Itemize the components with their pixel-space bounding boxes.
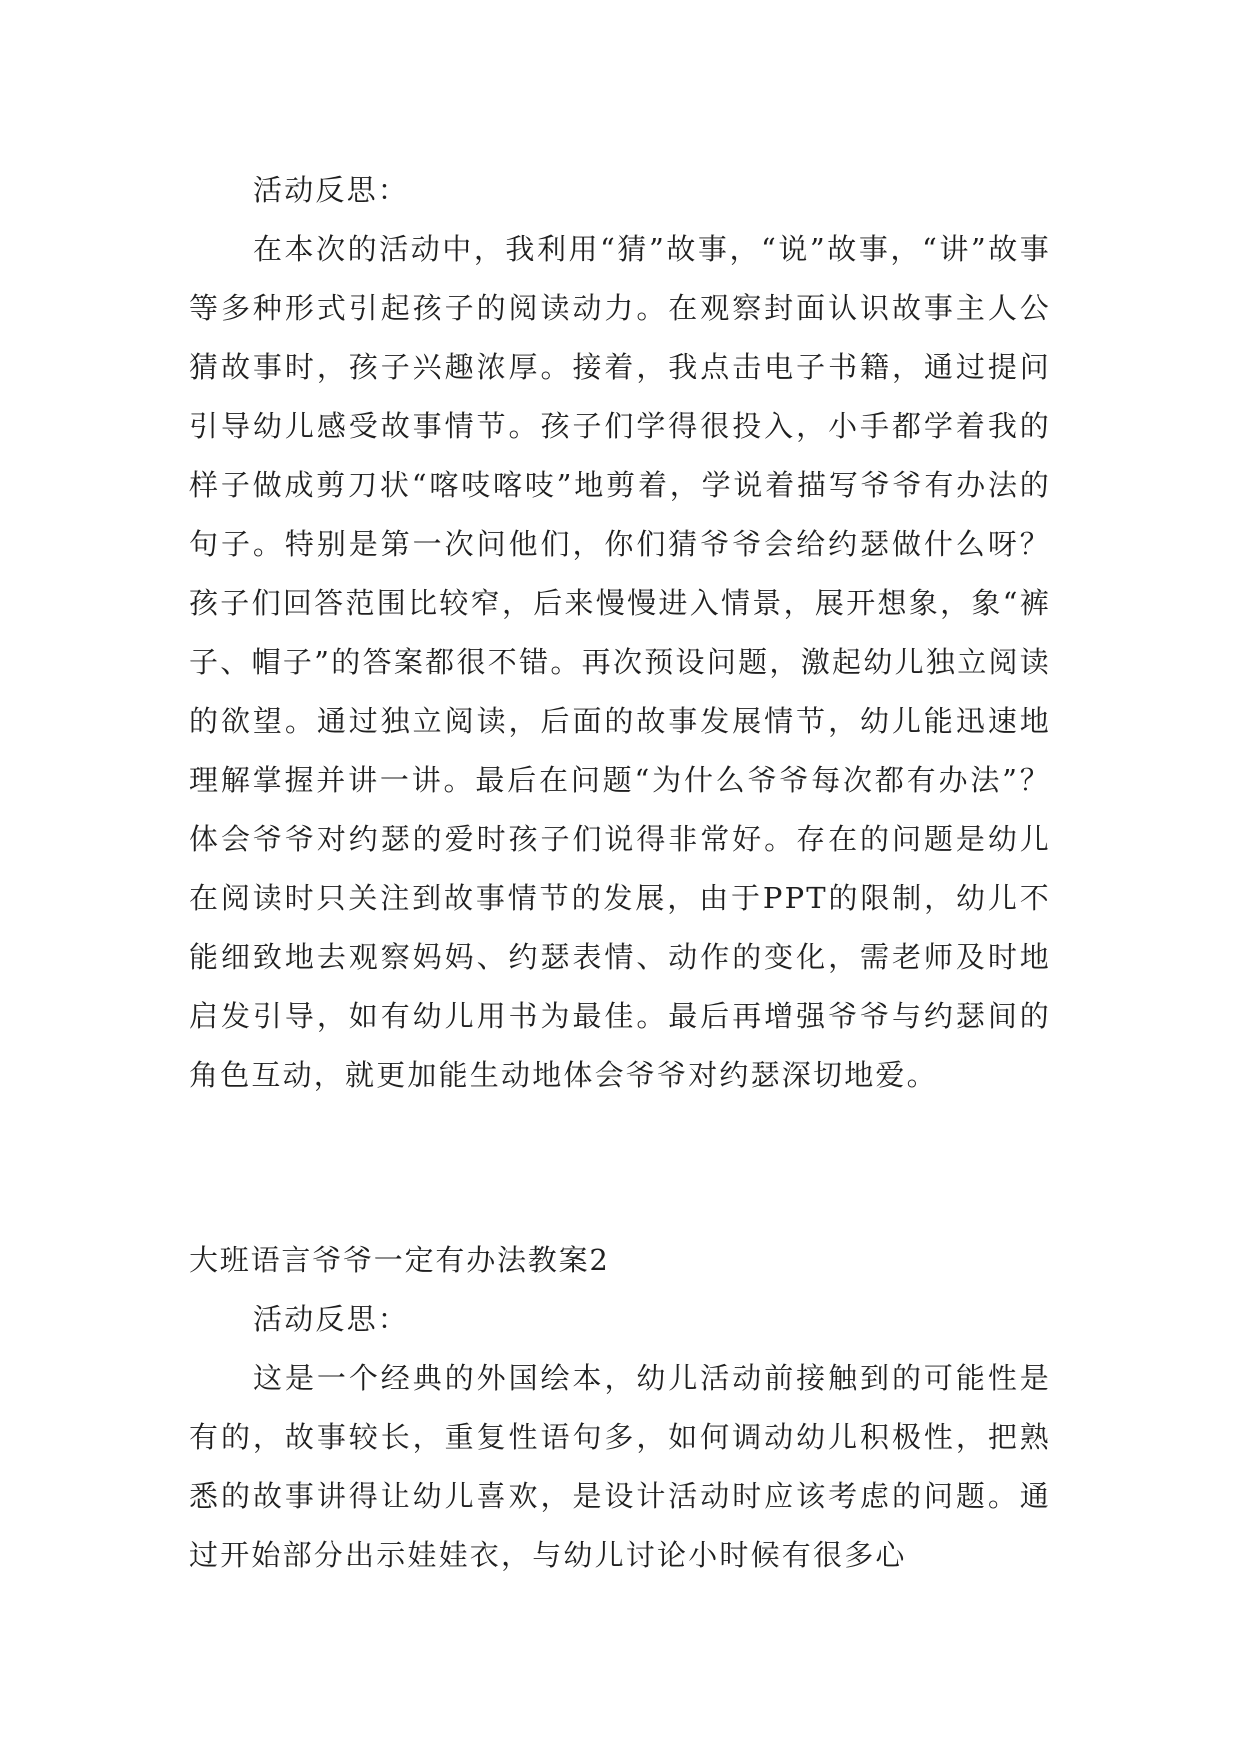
section-heading: 活动反思： (253, 1302, 410, 1336)
reflection-section-1 (189, 161, 1051, 1105)
body-paragraph: 在本次的活动中，我利用“猜”故事，“说”故事，“讲”故事等多种形式引起孩子的阅读动力。在观察封面认识故事主人公猜故事时，孩子兴趣浓厚。接着，我点击电子书籍，通过提问引导幼儿感受故事情节。孩子们学得很投入，小手都学着我的样子做成剪刀状“喀吱喀吱”地剪着，学说着描写爷爷有办法的句子。特别是第一次问他们，你们猜爷爷会给约瑟做什么呀？孩子们回答范围比较窄，后来慢慢进入情景，展开想象，象“裤子、帽子”的答案都很不错。再次预设问题，激起幼儿独立阅读的欲望。通过独立阅读，后面的故事发展情节，幼儿能迅速地理解掌握并讲一讲。最后在问题“为什么爷爷每次都有办法”？体会爷爷对约瑟的爱时孩子们说得非常好。存在的问题是幼儿在阅读时只关注到故事情节的发展，由于PPT的限制，幼儿不能细致地去观察妈妈、约瑟表情、动作的变化，需老师及时地启发引导，如有幼儿用书为最佳。最后再增强爷爷与约瑟间的角色互动，就更加能生动地体会爷爷对约瑟深切地爱。 (189, 232, 1051, 1092)
section-heading: 活动反思： (253, 173, 410, 207)
body-paragraph: 这是一个经典的外国绘本，幼儿活动前接触到的可能性是有的，故事较长，重复性语句多，如何调动幼儿积极性，把熟悉的故事讲得让幼儿喜欢，是设计活动时应该考虑的问题。通过开始部分出示娃娃衣，与幼儿讨论小时候有很多心 (189, 1361, 1051, 1572)
lesson-plan-section-2 (189, 1231, 1051, 1585)
document-title: 大班语言爷爷一定有办法教案2 (189, 1243, 610, 1277)
